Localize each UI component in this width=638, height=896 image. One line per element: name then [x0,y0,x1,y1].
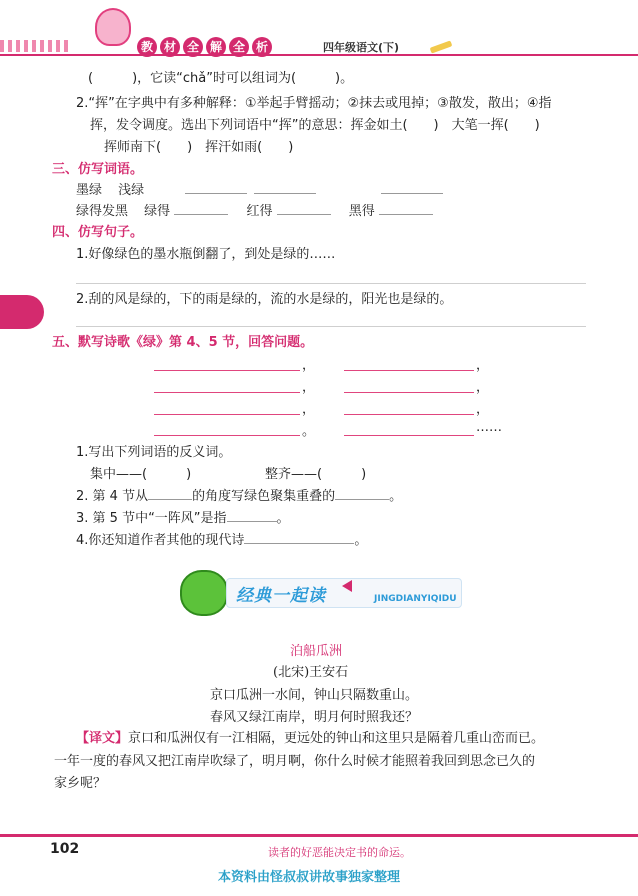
antonym-prompt: 集中——( ) [90,467,192,482]
poem-fill-line[interactable] [154,414,300,415]
translation-tag: 【译文】 [76,731,129,746]
question-text: 。 [354,533,368,548]
s5-question-3 [76,507,290,526]
punct: ， [302,402,316,417]
header-rule [0,54,638,56]
poem-fill-line[interactable] [344,370,474,371]
punct: 。 [302,424,316,439]
banner-title: 经典一起读 [236,586,326,606]
grade-label: 四年级语文(下) [323,41,400,54]
answer-blank[interactable] [244,531,354,544]
s5-question-1: 1.写出下列词语的反义词。 [76,445,232,460]
section-4-heading: 四、仿写句子。 [52,225,144,240]
punct: ， [476,358,490,373]
antonym-prompt: 整齐——( ) [265,467,367,482]
answer-blank[interactable] [335,487,389,500]
page-number: 102 [50,841,80,857]
title-char: 解 [206,37,226,57]
question-text: 2. 第 4 节从 [76,489,149,504]
word-answer-line[interactable] [174,202,228,215]
answer-blank[interactable] [227,509,277,522]
question-2-line3: 挥师南下( ) 挥汗如雨( ) [104,140,294,155]
question-text: 的角度写绿色聚集重叠的 [192,489,336,504]
question-2-line1: 2.“挥”在字典中有多种解释：①举起手臂摇动；②抹去或甩掉；③散发，散出；④指 [76,96,552,111]
punct: ， [302,380,316,395]
word-prompt: 黑得 [348,204,375,219]
section-5-heading: 五、默写诗歌《绿》第 4、5 节，回答问题。 [52,335,314,350]
punct: ， [476,380,490,395]
side-tab-icon [0,295,44,329]
mascot-icon [95,8,131,46]
punct: ， [476,402,490,417]
punct: …… [476,420,502,435]
word-answer-line[interactable] [381,181,443,194]
poem-title: 泊船瓜洲 [290,644,343,659]
footer-motto: 读者的好恶能决定书的命运。 [268,846,411,859]
question-1-tail: ( )，它读“chǎ”时可以组词为( )。 [88,71,354,86]
word-example: 浅绿 [118,183,145,198]
word-answer-line[interactable] [185,181,247,194]
hand-pointer-icon [342,580,352,592]
title-char: 全 [229,37,249,57]
pencil-icon [430,40,453,53]
poem-fill-line[interactable] [154,435,300,436]
reading-banner [178,566,464,616]
word-example: 墨绿 [76,183,103,198]
poem-fill-line[interactable] [154,392,300,393]
title-char: 教 [137,37,157,57]
word-row-2 [76,200,433,219]
pink-check-pattern [0,40,70,52]
s5-question-2 [76,485,402,504]
translation-line-1 [76,727,544,746]
question-text: 。 [276,511,290,526]
banner-pinyin: JINGDIANYIQIDU [374,594,457,604]
poem-fill-line[interactable] [154,370,300,371]
word-answer-line[interactable] [379,202,433,215]
poem-fill-line[interactable] [344,392,474,393]
word-prompt: 红得 [246,204,273,219]
word-row-1 [76,179,144,198]
word-answer-line[interactable] [277,202,331,215]
footer-rule [0,834,638,837]
answer-line[interactable] [76,326,586,327]
sentence-prompt-2: 2.刮的风是绿的，下的雨是绿的，流的水是绿的，阳光也是绿的。 [76,292,453,307]
word-answer-line[interactable] [254,181,316,194]
answer-line[interactable] [76,283,586,284]
s5-question-4 [76,529,367,548]
poem-line-1: 京口瓜洲一水间，钟山只隔数重山。 [210,688,419,703]
question-text: 3. 第 5 节中“一阵风”是指 [76,511,227,526]
poem-fill-line[interactable] [344,414,474,415]
answer-blank[interactable] [148,487,192,500]
sentence-prompt-1: 1.好像绿色的墨水瓶倒翻了，到处是绿的…… [76,247,336,262]
word-example: 绿得发黑 [76,204,129,219]
question-text: 4.你还知道作者其他的现代诗 [76,533,245,548]
poem-line-2: 春风又绿江南岸，明月何时照我还？ [210,710,419,725]
header-decoration [0,0,638,60]
title-char: 全 [183,37,203,57]
poem-author: (北宋)王安石 [273,665,349,680]
question-2-line2: 挥，发令调度。选出下列词语中“挥”的意思：挥金如土( ) 大笔一挥( ) [90,118,540,133]
watermark-text: 本资料由怪叔叔讲故事独家整理 [218,870,401,885]
section-3-heading: 三、仿写词语。 [52,162,144,177]
word-prompt: 绿得 [144,204,171,219]
translation-line-2: 一年一度的春风又把江南岸吹绿了，明月啊，你什么时候才能照着我回到思念已久的 [54,754,536,769]
question-text: 。 [389,489,403,504]
translation-text: 京口和瓜洲仅有一江相隔，更远处的钟山和这里只是隔着几重山峦而已。 [128,731,545,746]
translation-line-3: 家乡呢？ [54,776,107,791]
title-char: 析 [252,37,272,57]
title-char: 材 [160,37,180,57]
monster-mascot-icon [180,570,228,616]
poem-fill-line[interactable] [344,435,474,436]
punct: ， [302,358,316,373]
